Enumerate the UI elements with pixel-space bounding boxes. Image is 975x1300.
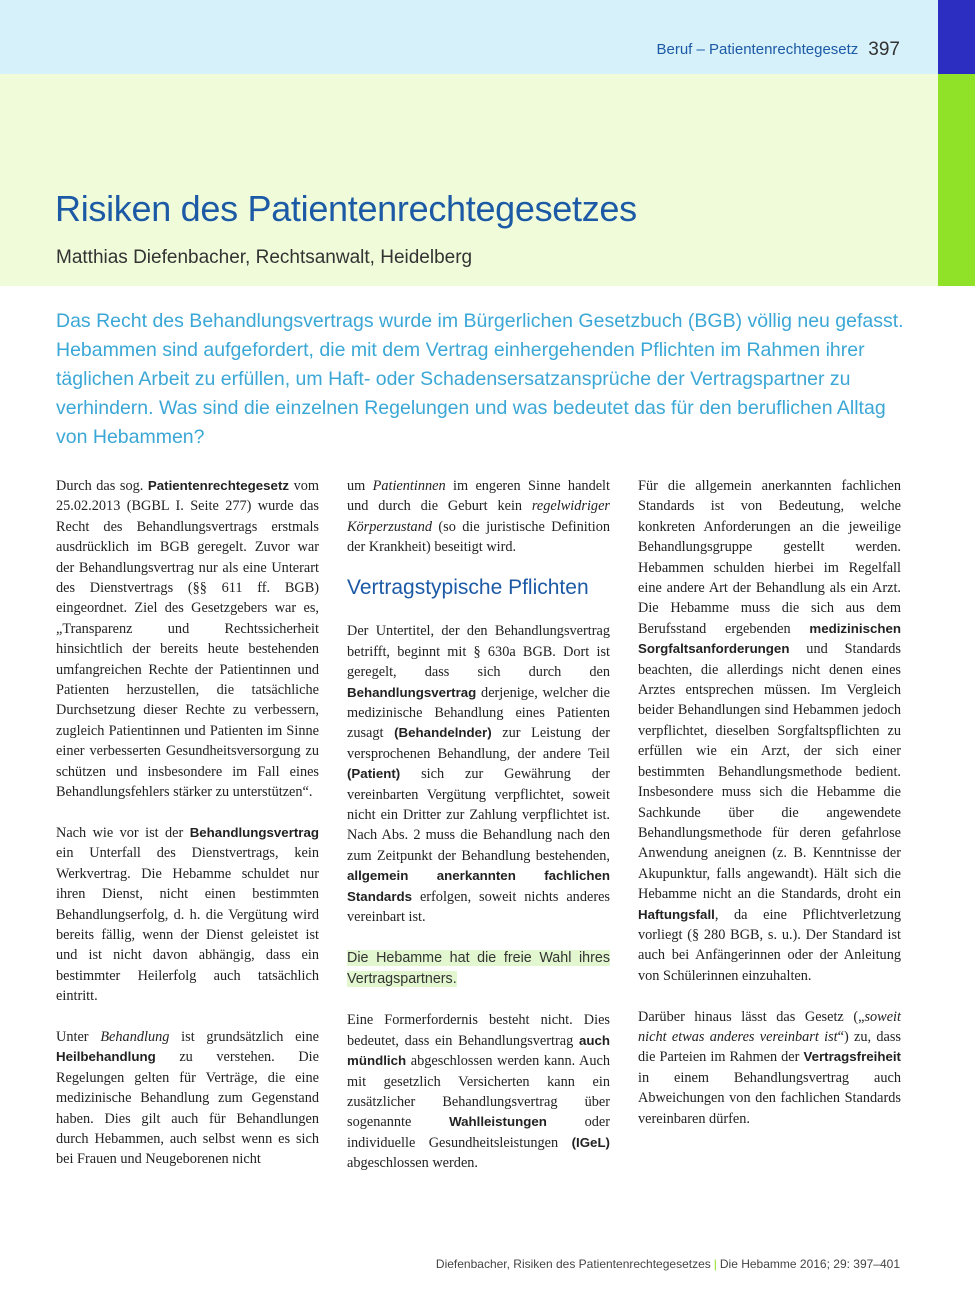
footer-title: Risiken des Patientenrechtegesetzes xyxy=(513,1257,711,1271)
paragraph: Durch das sog. Patientenrechtegesetz vom 25.02.2013 (BGBL I. Seite 277) wurde das Recht des Behandlungsvertrags erstmals ausdrücklich im BGB geregelt. Zuvor war der Behandlungsvertrag nur als eine Unterart des Dienstvertrags (§§ 611 ff. BGB) eingeordnet. Ziel des Gesetzgebers war es, „Transparenz und Rechtssicherheit hinsichtlich der bereits heute bestehenden umfangreichen Rechte der Patientinnen und Patienten herzustellen, die tatsächliche Durchsetzung dieser Rechte zu verbessern, zugleich Patientinnen und Patienten im Sinne einer verbesserten Gesundheitsversorgung zu schützen und insbesondere im Fall eines Behandlungsfehlers stärker zu unterstützen“. xyxy=(56,478,319,801)
paragraph: Unter Behandlung ist grundsätzlich eine Heilbehandlung zu verstehen. Die Regelungen gelten für Verträge, die eine medizinische Behandlung zum Gegenstand haben. Dies gilt auch für Behandlungen durch Hebammen, auch selbst wenn es sich bei Frauen und Neugeborenen nicht xyxy=(56,1028,319,1168)
footer-separator: | xyxy=(713,1257,717,1271)
paragraph: Für die allgemein anerkannten fachlichen Standards ist von Bedeutung, welche konkreten Anforderungen an die jeweilige Behandlungsgruppe gestellt werden. Hebammen schulden hierbei im Regelfall eine andere Art der Behandlung als ein Arzt. Die Hebamme muss die sich aus dem Berufsstand ergebenden medizinischen Sorgfaltsanforderungen und Standards beachten, die allerdings nicht denen eines Arztes entsprechen müssen. Im Vergleich beider Behandlungen sind Hebammen jedoch verpflichtet, dieselben Sorgfaltspflichten zu erfüllen wie ein Arzt, der sich einer bestimmten Behandlungsmethode bedient. Insbesondere muss sich die Hebamme die Sachkunde über die angewendete Behandlungsmethode für deren gefahrlose Anwendung aneignen (z. B. Kenntnisse der Akupunktur, falls angewandt). Hält sich die Hebamme nicht an die Standards, droht ein Haftungsfall, da eine Pflichtverletzung vorliegt (§ 280 BGB, s. u.). Der Standard ist auch bei Anfängerinnen oder der Anleitung von Schülerinnen einzuhalten. xyxy=(638,478,901,984)
text-column-1 xyxy=(56,476,319,1190)
header-band xyxy=(0,0,938,74)
article-title: Risiken des Patientenrechtegesetzes xyxy=(55,188,637,229)
article-author: Matthias Diefenbacher, Rechtsanwalt, Heidelberg xyxy=(56,247,473,268)
article-lead: Das Recht des Behandlungsvertrags wurde im Bürgerlichen Gesetzbuch (BGB) völlig neu gefasst. Hebammen sind aufgefordert, die mit dem Vertrag einhergehenden Pflichten im Rahmen ihrer täglichen Arbeit zu erfüllen, um Haft- oder Schadensersatzansprüche der Vertragspartner zu verhindern. Was sind die einzelnen Regelungen und was bedeutet das für den beruflichen Alltag von Hebammen? xyxy=(56,310,904,448)
running-header-section: Beruf – Patientenrechtegesetz xyxy=(656,41,859,58)
section-tab-blue xyxy=(938,0,975,74)
section-tab-green xyxy=(938,74,975,286)
text-column-3 xyxy=(638,476,901,1149)
text-column-2 xyxy=(347,476,610,1194)
page-number: 397 xyxy=(868,39,900,60)
paragraph: Eine Formerfordernis besteht nicht. Dies bedeutet, dass ein Behandlungsvertrag auch mündlich abgeschlossen werden kann. Auch mit gesetzlich Versicherten kann ein zusätzlicher Behandlungsvertrag über sogenannte Wahlleistungen oder individuelle Gesundheitsleistungen (IGeL) abgeschlossen werden. xyxy=(347,1012,611,1172)
page-footer xyxy=(436,1257,900,1271)
section-heading: Vertragstypische Pflichten xyxy=(347,576,589,600)
running-header xyxy=(657,38,901,60)
paragraph: Der Untertitel, der den Behandlungsvertrag betrifft, beginnt mit § 630a BGB. Dort ist geregelt, dass sich durch den Behandlungsvertrag derjenige, welcher die medizinische Behandlung eines Patienten zusagt (Behandelnder) zur Leistung der versprochenen Behandlung, der andere Teil (Patient) sich zur Gewährung der vereinbarten Vergütung verpflichtet, soweit nicht ein Dritter zur Zahlung verpflichtet ist. Nach Abs. 2 muss die Behandlung nach den zum Zeitpunkt der Behandlung bestehenden, allgemein anerkannten fachlichen Standards erfolgen, soweit nichts anderes vereinbart ist. xyxy=(347,623,610,926)
highlight-quote: Die Hebamme hat die freie Wahl ihres Vertragspartners. xyxy=(347,949,610,987)
paragraph: um Patientinnen im engeren Sinne handelt und durch die Geburt kein regelwidriger Körperzustand (so die juristische Definition der Krankheit) beseitigt wird. xyxy=(347,478,611,556)
footer-citation: Die Hebamme 2016; 29: 397–401 xyxy=(719,1257,900,1271)
paragraph: Darüber hinaus lässt das Gesetz („soweit nicht etwas anderes vereinbart ist“) zu, dass die Parteien im Rahmen der Vertragsfreiheit in einem Behandlungsvertrag auch Abweichungen von den fachlichen Standards vereinbaren dürfen. xyxy=(638,1008,901,1127)
footer-author: Diefenbacher, xyxy=(435,1257,514,1271)
paragraph: Nach wie vor ist der Behandlungsvertrag ein Unterfall des Dienstvertrags, kein Werkvertrag. Die Hebamme schuldet nur ihren Dienst, nicht einen bestimmten Behandlungserfolg, d. h. die Vergütung wird bereits fällig, wenn der Dienst geleistet ist und ist nicht davon abhängig, dass ein bestimmter Heilerfolg auch tatsächlich eintritt. xyxy=(56,824,319,1005)
